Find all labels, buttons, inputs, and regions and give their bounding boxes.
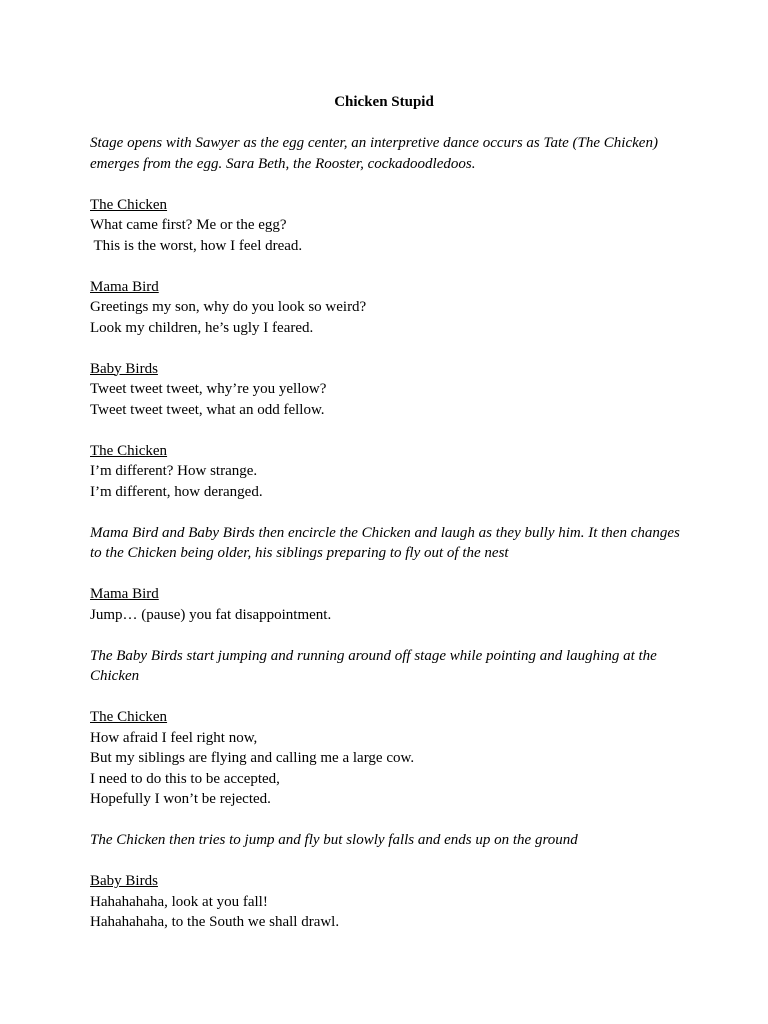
dialogue-block: [90, 871, 680, 933]
dialogue-line: Look my children, he’s ugly I feared.: [90, 319, 314, 336]
dialogue-line: This is the worst, how I feel dread.: [90, 237, 303, 254]
stage-direction: [90, 646, 680, 687]
speaker-name: Mama Bird: [90, 586, 159, 602]
dialogue-block: [90, 195, 680, 257]
speaker-name: The Chicken: [90, 196, 168, 213]
dialogue-block: [90, 359, 680, 421]
stage-direction-text: The Baby Birds start jumping and running around off stage while pointing and laughing at the Chicken: [90, 647, 657, 684]
dialogue-line: How afraid I feel right now,: [90, 729, 258, 746]
dialogue-line: Tweet tweet tweet, why’re you yellow?: [90, 381, 327, 397]
dialogue-line: Jump… (pause) you fat disappointment.: [90, 606, 332, 623]
stage-direction-text: Stage opens with Sawyer as the egg center, an interpretive dance occurs as Tate (The Chicken) emerges from the egg. Sara Beth, the Rooster, cockadoodledoos.: [90, 135, 658, 172]
speaker-name: Baby Birds: [90, 873, 158, 889]
dialogue-line: Hahahahaha, look at you fall!: [90, 893, 268, 910]
dialogue-line: I need to do this to be accepted,: [90, 770, 280, 787]
stage-direction: [90, 830, 680, 851]
dialogue-line: What came first? Me or the egg?: [90, 217, 287, 233]
speaker-name: Baby Birds: [90, 360, 158, 377]
script-body: [90, 133, 680, 953]
dialogue-line: Hopefully I won’t be rejected.: [90, 791, 271, 807]
dialogue-line: But my siblings are flying and calling me a large cow.: [90, 750, 415, 766]
stage-direction: [90, 133, 680, 174]
stage-direction: [90, 523, 680, 564]
dialogue-block: [90, 441, 680, 503]
dialogue-block: [90, 707, 680, 810]
dialogue-line: I’m different, how deranged.: [90, 483, 263, 500]
stage-direction-text: Mama Bird and Baby Birds then encircle the Chicken and laugh as they bully him. It then changes to the Chicken being older, his siblings preparing to fly out of the nest: [90, 524, 680, 561]
dialogue-line: I’m different? How strange.: [90, 463, 258, 479]
dialogue-block: [90, 277, 680, 339]
script-title: Chicken Stupid: [334, 94, 434, 110]
dialogue-line: Hahahahaha, to the South we shall drawl.: [90, 914, 340, 930]
speaker-name: Mama Bird: [90, 278, 159, 295]
speaker-name: The Chicken: [90, 442, 168, 459]
dialogue-block: [90, 584, 680, 625]
dialogue-line: Greetings my son, why do you look so weird?: [90, 299, 367, 315]
speaker-name: The Chicken: [90, 709, 168, 725]
stage-direction-text: The Chicken then tries to jump and fly but slowly falls and ends up on the ground: [90, 832, 578, 848]
dialogue-line: Tweet tweet tweet, what an odd fellow.: [90, 401, 325, 418]
